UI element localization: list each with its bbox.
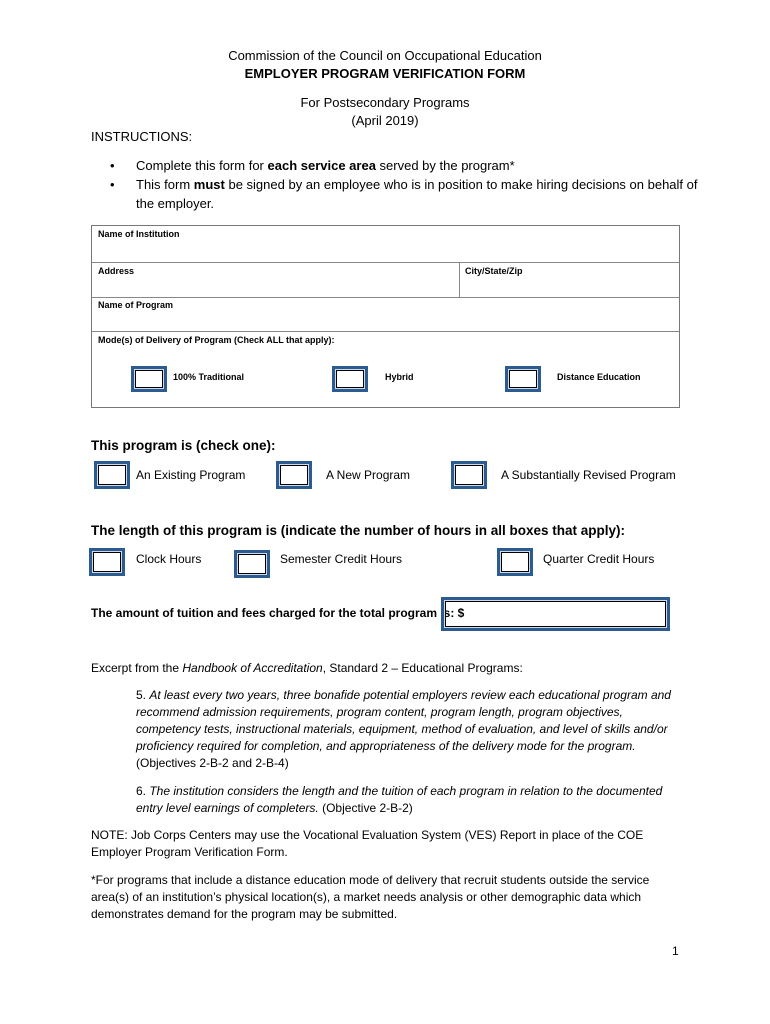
institution-name-field[interactable]: [92, 226, 679, 262]
program-name-field[interactable]: [92, 298, 679, 331]
institution-name-label: Name of Institution: [98, 229, 180, 239]
distance-education-checkbox[interactable]: [505, 366, 541, 392]
clock-hours-box[interactable]: [89, 548, 125, 576]
address-label: Address: [98, 266, 135, 276]
form-subtitle: For Postsecondary Programs: [300, 95, 470, 110]
standard-item-5: 5. At least every two years, three bonafide potential employers review each educational program and recommend admission requirements, program content, program length, program objectives, competency tests, instructional materials, equipment, method of evaluation, and level of skills and/or proficiency required for completion, and appropriateness of the delivery mode for the program. (Objectives 2-B-2 and 2-B-4): [136, 688, 671, 770]
delivery-mode-label: Mode(s) of Delivery of Program (Check ALL that apply):: [98, 335, 335, 345]
instructions-list: [110, 156, 700, 213]
hybrid-checkbox[interactable]: [332, 366, 368, 392]
revised-program-label: A Substantially Revised Program: [501, 468, 676, 482]
form-title: EMPLOYER PROGRAM VERIFICATION FORM: [244, 66, 526, 81]
city-state-zip-label: City/State/Zip: [465, 266, 523, 276]
clock-hours-label: Clock Hours: [136, 552, 202, 566]
semester-credit-hours-box[interactable]: [234, 550, 270, 578]
institution-form-box: [91, 225, 680, 408]
tuition-label: The amount of tuition and fees charged for the total program is: $: [91, 606, 465, 620]
quarter-credit-hours-label: Quarter Credit Hours: [543, 552, 655, 566]
program-length-heading: The length of this program is (indicate the number of hours in all boxes that apply):: [91, 523, 626, 538]
revised-program-checkbox[interactable]: [451, 461, 487, 489]
org-name: Commission of the Council on Occupational Education: [228, 48, 542, 63]
distance-education-label: Distance Education: [557, 372, 641, 382]
hybrid-label: Hybrid: [385, 372, 414, 382]
existing-program-checkbox[interactable]: [94, 461, 130, 489]
quarter-credit-hours-box[interactable]: [497, 548, 533, 576]
standard-item-6: 6. The institution considers the length and the tuition of each program in relation to the documented entry level earnings of completers. (Objective 2-B-2): [136, 784, 663, 815]
new-program-checkbox[interactable]: [276, 461, 312, 489]
semester-credit-hours-label: Semester Credit Hours: [280, 552, 403, 566]
distance-education-footnote: *For programs that include a distance education mode of delivery that recruit students outside the service area(s) of an institution’s physical location(s), a market needs analysis or other demographic data which demonstrates demand for the program may be submitted.: [91, 873, 650, 921]
page-number: 1: [672, 944, 679, 958]
job-corps-note: NOTE: Job Corps Centers may use the Vocational Evaluation System (VES) Report in place of the COE Employer Program Verification Form.: [91, 828, 644, 859]
new-program-label: A New Program: [326, 468, 411, 482]
tuition-amount-field[interactable]: [441, 597, 670, 631]
program-name-label: Name of Program: [98, 300, 174, 310]
program-type-heading: This program is (check one):: [91, 438, 276, 453]
city-state-zip-field[interactable]: [460, 263, 680, 297]
traditional-label: 100% Traditional: [173, 372, 245, 382]
address-field[interactable]: [92, 263, 459, 297]
form-date: (April 2019): [351, 113, 419, 128]
existing-program-label: An Existing Program: [136, 468, 246, 482]
instruction-item-2: • This form must be signed by an employee who is in position to make hiring decisions on behalf of the employer.: [110, 175, 700, 213]
traditional-checkbox[interactable]: [131, 366, 167, 392]
instruction-item-1: • Complete this form for each service area served by the program*: [110, 156, 700, 175]
instructions-label: INSTRUCTIONS:: [91, 129, 193, 144]
excerpt-intro: Excerpt from the Handbook of Accreditation, Standard 2 – Educational Programs:: [91, 661, 523, 675]
